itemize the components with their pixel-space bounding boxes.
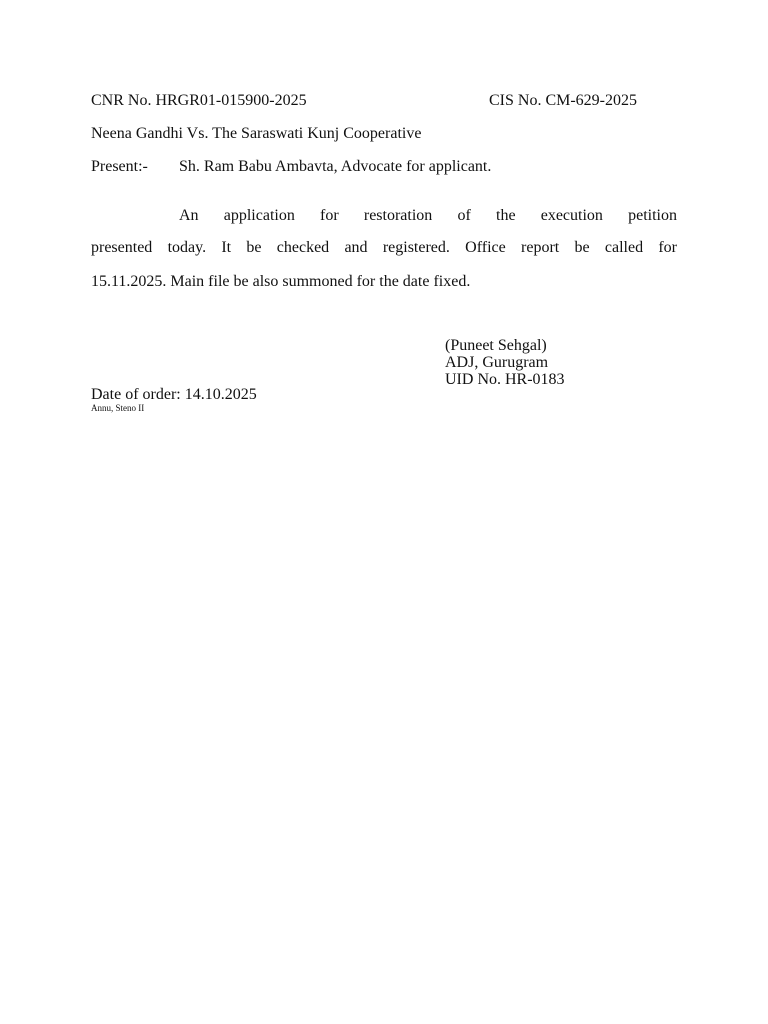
order-text-line-1: An application for restoration of the execution petition	[179, 207, 677, 224]
cis-number: CIS No. CM-629-2025	[489, 92, 638, 109]
order-text-line-2: presented today. It be checked and registered. Office report be called for	[91, 239, 677, 256]
cnr-number: CNR No. HRGR01-015900-2025	[91, 92, 307, 109]
order-text-line-3: 15.11.2025. Main file be also summoned for the date fixed.	[91, 273, 471, 290]
steno-initials: Annu, Steno II	[91, 403, 145, 413]
signatory-designation: ADJ, Gurugram	[445, 354, 549, 371]
signatory-name: (Puneet Sehgal)	[445, 337, 547, 354]
date-of-order: Date of order: 14.10.2025	[91, 386, 257, 403]
present-label: Present:-	[91, 158, 148, 175]
signature-block	[445, 337, 565, 388]
signatory-uid: UID No. HR-0183	[445, 371, 565, 388]
present-value: Sh. Ram Babu Ambavta, Advocate for applicant.	[179, 158, 492, 175]
case-parties: Neena Gandhi Vs. The Saraswati Kunj Cooperative	[91, 125, 422, 142]
